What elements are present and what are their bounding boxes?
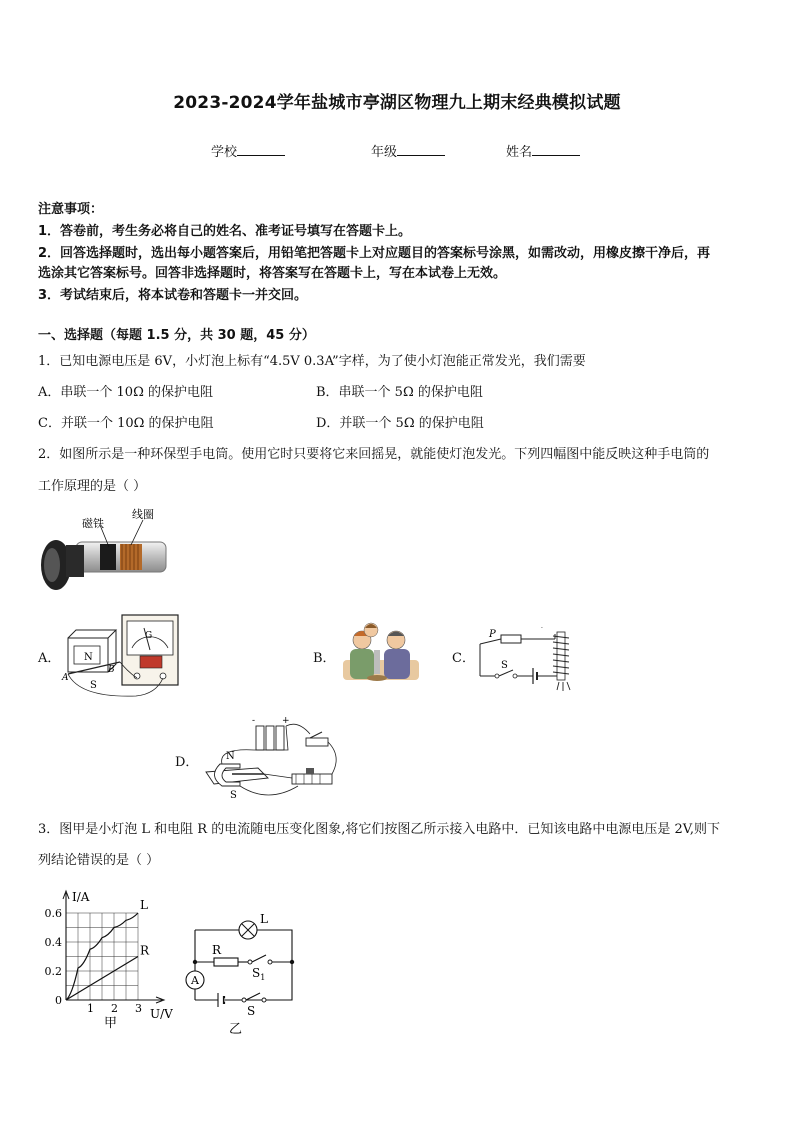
y-tick-label: 0.2 <box>44 965 62 978</box>
grade-field[interactable] <box>371 141 445 160</box>
question-1-stem: 1．已知电源电压是 6V，小灯泡上标有“4.5V 0.3A”字样，为了使小灯泡能正常发光，我们需要 <box>38 354 586 369</box>
x-tick-label: 2 <box>111 1002 118 1015</box>
magnet-n-label-d: N <box>226 751 235 762</box>
coil-shape <box>120 544 142 570</box>
galvanometer-g-label: G <box>145 631 153 641</box>
wire-a-label: A <box>62 673 69 683</box>
q2-option-a-figure[interactable] <box>60 612 182 702</box>
flashlight-lens <box>44 548 60 582</box>
note-item: 3．考试结束后，将本试卷和答题卡一并交回。 <box>38 288 308 303</box>
chart-labels <box>45 890 174 1031</box>
q1-option-c[interactable]: C．并联一个 10Ω 的保护电阻 <box>38 416 214 431</box>
x-tick-label: 3 <box>135 1002 142 1015</box>
y-tick-label: 0.6 <box>44 907 62 920</box>
x-tick-label: 1 <box>87 1002 94 1015</box>
x-axis-label: U/V <box>150 1007 173 1021</box>
name-label: 姓名 <box>506 145 533 160</box>
question-2-stem: 2．如图所示是一种环保型手电筒。使用它时只要将它来回摇晃，就能使灯泡发光。下列四幅图中能反映这种手电筒的 <box>38 447 710 462</box>
magnet-n-label: N <box>84 652 93 663</box>
q2-option-c-label[interactable]: C． <box>452 651 475 666</box>
circuit-diagram <box>180 905 305 1035</box>
name-blank[interactable] <box>532 143 580 156</box>
grade-blank[interactable] <box>397 143 445 156</box>
lamp-l-label: L <box>260 912 268 926</box>
note-item: 1．答卷前，考生务必将自己的姓名、准考证号填写在答题卡上。 <box>38 224 412 239</box>
battery-minus-label: - <box>252 716 256 726</box>
school-blank[interactable] <box>237 143 285 156</box>
q2-option-d-figure[interactable] <box>198 712 342 804</box>
battery-plus-label: + <box>282 716 290 726</box>
wire-b-label: B <box>108 665 115 675</box>
note-item: 选涂其它答案标号。回答非选择题时，将答案写在答题卡上，写在本试卷上无效。 <box>38 266 507 281</box>
series-label-r: R <box>140 943 150 958</box>
resistor-r-label: R <box>212 943 222 957</box>
ammeter-label: A <box>191 974 199 987</box>
switch-s-label: S <box>247 1004 256 1018</box>
name-field[interactable] <box>506 141 580 160</box>
magnet-s-label: S <box>90 680 97 691</box>
series-label-l: L <box>140 898 148 912</box>
y-axis-label: I/A <box>72 890 90 904</box>
y-tick-label: 0.4 <box>44 936 62 949</box>
school-field[interactable] <box>211 141 285 160</box>
flashlight-figure <box>36 505 170 603</box>
q1-option-a[interactable]: A．串联一个 10Ω 的保护电阻 <box>38 385 213 400</box>
question-3-stem-cont: 列结论错误的是（ ） <box>38 853 160 868</box>
notes-heading: 注意事项： <box>38 202 104 217</box>
question-2-stem-cont: 工作原理的是（ ） <box>38 479 147 494</box>
magnet-shape <box>100 544 116 570</box>
section-heading: 一、选择题（每题 1.5 分，共 30 题，45 分） <box>38 328 315 343</box>
note-item: 2．回答选择题时，选出每小题答案后，用铅笔把答题卡上对应题目的答案标号涂黑，如需改动，用橡皮擦干净后，再 <box>38 246 711 261</box>
switch-s1-label: $S_1$ <box>252 966 266 982</box>
q2-option-a-label[interactable]: A． <box>38 651 61 666</box>
y-tick-label: 0 <box>55 994 62 1007</box>
q2-option-d-label[interactable]: D． <box>175 755 199 770</box>
iv-graph <box>30 885 190 1035</box>
q1-option-d[interactable]: D．并联一个 5Ω 的保护电阻 <box>316 416 484 431</box>
chart-grid <box>66 913 138 1000</box>
circuit-caption: 乙 <box>229 1022 243 1035</box>
rheostat-p-label: P <box>489 629 496 640</box>
page-title: 2023-2024学年盐城市亭湖区物理九上期末经典模拟试题 <box>173 93 621 113</box>
magnet-label: 磁铁 <box>82 517 104 530</box>
question-3-stem: 3．图甲是小灯泡 L 和电阻 R 的电流随电压变化图象,将它们按图乙所示接入电路中．已知该电路中电源电压是 2V,则下 <box>38 822 721 837</box>
flashlight-collar <box>66 545 84 577</box>
school-label: 学校 <box>211 145 238 160</box>
q2-option-b-figure[interactable] <box>340 620 422 692</box>
magnet-s-label-d: S <box>230 790 237 801</box>
grade-label: 年级 <box>371 145 398 160</box>
coil-label: 线圈 <box>132 508 154 521</box>
q1-option-b[interactable]: B．串联一个 5Ω 的保护电阻 <box>316 385 483 400</box>
q2-option-c-figure[interactable] <box>475 622 585 694</box>
switch-s-label: S <box>501 660 508 671</box>
chart-title: 甲 <box>104 1016 118 1031</box>
resistor-r-symbol <box>214 958 238 966</box>
q2-option-b-label[interactable]: B． <box>313 651 336 666</box>
svg-text:·: · <box>541 625 543 632</box>
